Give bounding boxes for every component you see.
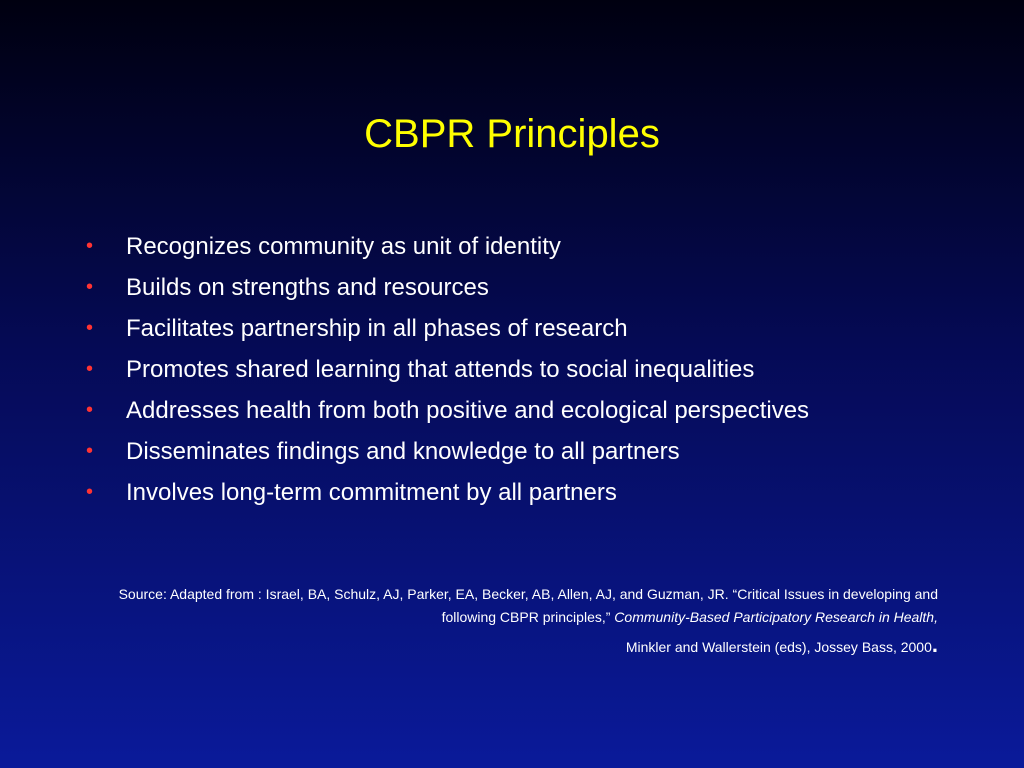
bullet-item [86, 267, 986, 308]
bullet-text: Involves long-term commitment by all partners [126, 479, 617, 506]
source-publication-title: Community-Based Participatory Research in Health, [614, 609, 938, 625]
bullet-point-icon: • [86, 276, 94, 298]
source-citation [78, 583, 938, 659]
source-publisher-line [78, 633, 938, 659]
bullet-item [86, 226, 986, 267]
bullet-text: Addresses health from both positive and ecological perspectives [126, 397, 810, 424]
bullet-point-icon: • [86, 481, 94, 503]
bullet-text: Disseminates findings and knowledge to all partners [126, 438, 680, 465]
bullet-item [86, 308, 986, 349]
bullet-item [86, 472, 986, 513]
bullet-text: Builds on strengths and resources [126, 274, 489, 301]
source-publisher-text: Minkler and Wallerstein (eds), Jossey Bass, 2000 [625, 639, 932, 655]
source-text: Source: Adapted from : Israel, BA, Schulz, AJ, Parker, EA, Becker, AB, Allen, AJ, and Guzman, JR. “Critical Issues in developing and following CBPR principles,” [118, 586, 938, 625]
bullet-item [86, 349, 986, 390]
bullet-point-icon: • [86, 235, 94, 257]
bullet-item [86, 431, 986, 472]
bullet-text: Recognizes community as unit of identity [126, 233, 561, 260]
source-end-period: . [931, 632, 938, 657]
bullet-point-icon: • [86, 399, 94, 421]
bullet-item [86, 390, 986, 431]
bullet-text: Facilitates partnership in all phases of research [126, 315, 628, 342]
bullet-point-icon: • [86, 317, 94, 339]
bullet-text: Promotes shared learning that attends to social inequalities [126, 356, 755, 383]
bullet-list [86, 226, 986, 513]
bullet-point-icon: • [86, 440, 94, 462]
bullet-point-icon: • [86, 358, 94, 380]
slide-title: CBPR Principles [364, 112, 660, 156]
